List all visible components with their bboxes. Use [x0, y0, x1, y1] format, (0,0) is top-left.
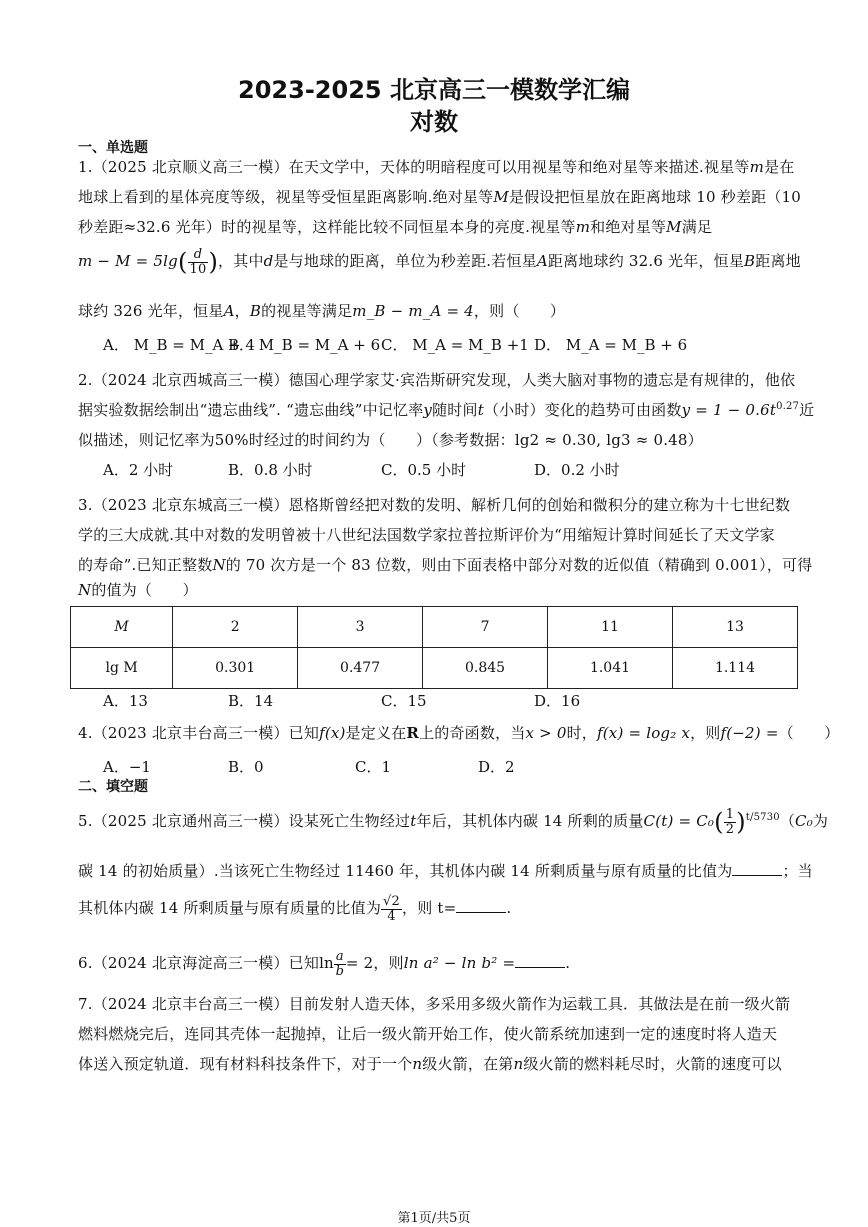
q2-line-3: 似描述，则记忆率为50%时经过的时间约为（ ）（参考数据：lg2 ≈ 0.30, lg3 ≈ 0.48）: [78, 431, 703, 449]
q2-option-d[interactable]: D．0.2 小时: [534, 461, 620, 479]
q4-option-a[interactable]: A．−1: [103, 758, 151, 776]
section-single-choice: 一、单选题: [78, 140, 148, 156]
table-row: [71, 607, 798, 648]
q3-line-3: 的寿命”.已知正整数N的 70 次方是一个 83 位数，则由下面表格中部分对数的近似值（精确到 0.001），可得: [78, 556, 813, 574]
table-cell: 1.114: [672, 648, 797, 689]
q1-line-2: 地球上看到的星体亮度等级，视星等受恒星距离影响.绝对星等M是假设把恒星放在距离地球 10 秒差距（10: [78, 188, 802, 206]
q4-option-c[interactable]: C．1: [355, 758, 392, 776]
q6-line-1: 6.（2024 北京海淀高三一模）已知ln $\frac{a}{b}= 2$，则ln a² − ln b² = .: [78, 949, 571, 979]
q5-line-2: 碳 14 的初始质量）.当该死亡生物经过 11460 年，其机体内碳 14 所剩质量与原有质量的比值为 ；当: [78, 862, 813, 880]
q2-option-b[interactable]: B．0.8 小时: [228, 461, 313, 479]
q1-line-4: m − M = 5lg( $\frac{d}{10}$ )，其中d是与地球的距离，单位为秒差距.若恒星A距离地球约 32.6 光年，恒星B距离地: [78, 247, 801, 277]
q5-line-1: 5.（2025 北京通州高三一模）设某死亡生物经过t年后，其机体内碳 14 所剩的质量C(t) = C₀( $\frac{1}{2}$ )$^{t/5730}$（C₀为: [78, 807, 829, 837]
q7-line-3: 体送入预定轨道．现有材料科技条件下，对于一个n级火箭，在第n级火箭的燃料耗尽时，火箭的速度可以: [78, 1055, 782, 1073]
table-cell: 0.845: [423, 648, 548, 689]
q3-option-d[interactable]: D．16: [534, 692, 581, 710]
q5-line-3: 其机体内碳 14 所剩质量与原有质量的比值为 $\frac{√2}{4}$ ，则 t= .: [78, 894, 512, 924]
q1-fraction: $\frac{d}{10}$: [189, 247, 207, 277]
table-cell: lg M: [71, 648, 173, 689]
table-cell: 3: [298, 607, 423, 648]
section-fill-in: 二、填空题: [78, 779, 148, 795]
q2-line-1: 2.（2024 北京西城高三一模）德国心理学家艾·宾浩斯研究发现，人类大脑对事物的遗忘是有规律的，他依: [78, 371, 796, 389]
q2-line-2: 据实验数据绘制出“遗忘曲线”. “遗忘曲线”中记忆率y随时间t（小时）变化的趋势可由函数$y = 1 - 0.6t^{0.27}$近: [78, 401, 815, 419]
q4-option-d[interactable]: D．2: [478, 758, 515, 776]
q3-line-2: 学的三大成就.其中对数的发明曾被十八世纪法国数学家拉普拉斯评价为“用缩短计算时间延长了天文学家: [78, 526, 775, 544]
table-cell: 7: [423, 607, 548, 648]
document-subtitle: 对数: [410, 108, 458, 136]
q1-formula: m − M = 5lg: [78, 252, 178, 271]
q1-option-c[interactable]: C． M_A = M_B +1: [381, 336, 529, 354]
table-cell: 11: [548, 607, 673, 648]
q1-line-3: 秒差距≈32.6 光年）时的视星等，这样能比较不同恒星本身的亮度.视星等m和绝对星等M满足: [78, 218, 713, 236]
q4-line-1: 4.（2023 北京丰台高三一模）已知f(x)是定义在R上的奇函数，当x > 0时，f(x) = log₂ x，则f(−2) =（ ）: [78, 724, 840, 742]
table-cell: 1.041: [548, 648, 673, 689]
q1-line-5: 球约 326 光年，恒星A，B的视星等满足m_B − m_A = 4，则（ ）: [78, 302, 566, 320]
q5-half-fraction: $\frac{1}{2}$: [725, 807, 735, 837]
log-table: [70, 606, 798, 689]
q7-line-2: 燃料燃烧完后，连同其壳体一起抛掉，让后一级火箭开始工作，使火箭系统加速到一定的速度时将人造天: [78, 1025, 778, 1043]
q7-line-1: 7.（2024 北京丰台高三一模）目前发射人造天体，多采用多级火箭作为运载工具．其做法是在前一级火箭: [78, 995, 791, 1013]
page-number: 第1页/共5页: [397, 1211, 471, 1226]
document-title: 2023-2025 北京高三一模数学汇编: [238, 76, 630, 104]
answer-blank[interactable]: [456, 898, 506, 913]
answer-blank[interactable]: [732, 861, 782, 876]
q1-line-1: 1.（2025 北京顺义高三一模）在天文学中，天体的明暗程度可以用视星等和绝对星等来描述.视星等m是在: [78, 158, 795, 176]
answer-blank[interactable]: [515, 953, 565, 968]
q3-option-c[interactable]: C．15: [381, 692, 427, 710]
table-cell: 0.477: [298, 648, 423, 689]
table-cell: 0.301: [173, 648, 298, 689]
q3-line-1: 3.（2023 北京东城高三一模）恩格斯曾经把对数的发明、解析几何的创始和微积分的建立称为十七世纪数: [78, 496, 791, 514]
table-cell: 2: [173, 607, 298, 648]
q3-line-4: N的值为（ ）: [78, 581, 198, 599]
q3-option-a[interactable]: A．13: [103, 692, 148, 710]
table-cell: 13: [672, 607, 797, 648]
q6-fraction: $\frac{a}{b}$: [335, 949, 345, 979]
table-cell: M: [71, 607, 173, 648]
table-row: [71, 648, 798, 689]
q2-option-c[interactable]: C．0.5 小时: [381, 461, 467, 479]
q5-ratio-fraction: $\frac{√2}{4}$: [383, 894, 400, 924]
q4-option-b[interactable]: B．0: [228, 758, 264, 776]
q2-option-a[interactable]: A．2 小时: [103, 461, 174, 479]
q1-option-b[interactable]: B． M_B = M_A + 6: [228, 336, 381, 354]
q1-option-d[interactable]: D． M_A = M_B + 6: [534, 336, 688, 354]
q3-option-b[interactable]: B．14: [228, 692, 274, 710]
q1-option-a[interactable]: A． M_B = M_A + 4: [103, 336, 255, 354]
